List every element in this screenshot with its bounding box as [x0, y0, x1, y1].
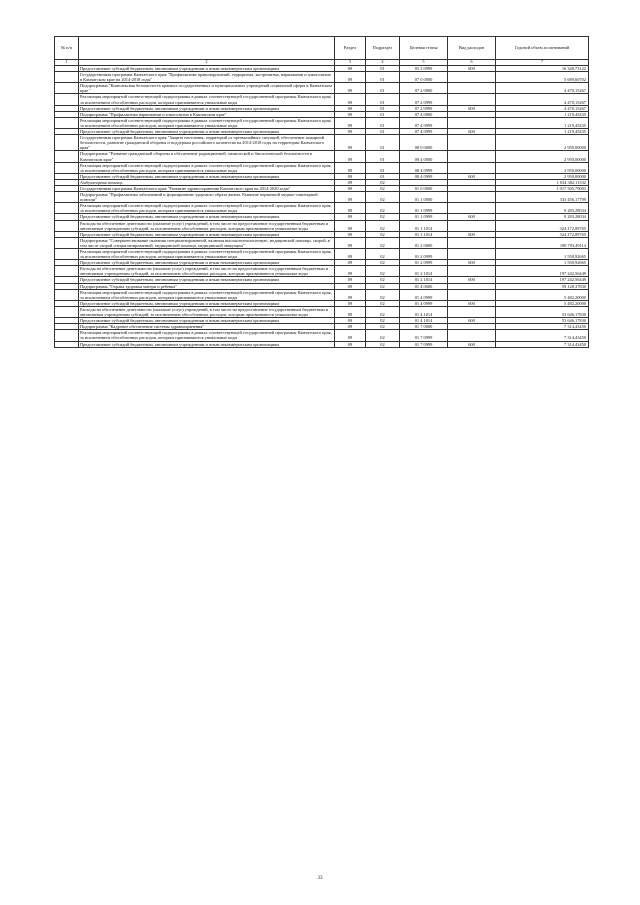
header-num: № п/п: [55, 37, 79, 60]
row-subsection-cell: 01: [366, 83, 400, 94]
row-name-cell: Подпрограмма "Развитие гражданской обороны и обеспечение радиационной, химической и биологической безопасности в Камчатском крае": [79, 151, 335, 162]
row-number-cell: [55, 330, 79, 341]
table-row: [55, 341, 589, 347]
table-row: [55, 135, 589, 151]
row-section-cell: 09: [335, 192, 366, 203]
row-target-cell: 01 1 1014: [400, 231, 448, 237]
row-target-cell: 07 2 0999: [400, 94, 448, 105]
row-expense-cell: [448, 237, 496, 248]
row-subsection-cell: 01: [366, 105, 400, 111]
row-section-cell: 09: [335, 341, 366, 347]
row-subsection-cell: 01: [366, 173, 400, 179]
row-expense-cell: [448, 192, 496, 203]
row-name-cell: Реализация мероприятий соответствующей подпрограммы в рамках соответствующей государственной программы Камчатского края, за исключением обособленных расходов, которым присваиваются уникальные коды: [79, 162, 335, 173]
row-number-cell: [55, 94, 79, 105]
table-row: [55, 72, 589, 83]
row-name-cell: Предоставление субсидий бюджетным, автономным учреждениям и иным некоммерческим организациям: [79, 105, 335, 111]
table-row: [55, 192, 589, 203]
row-name-cell: Предоставление субсидий бюджетным, автономным учреждениям и иным некоммерческим организациям: [79, 300, 335, 306]
row-subsection-cell: 02: [366, 260, 400, 266]
row-number-cell: [55, 162, 79, 173]
row-section-cell: 09: [335, 117, 366, 128]
row-amount-cell: 1 034 382,11532: [496, 179, 589, 185]
column-number: 3: [335, 60, 366, 66]
row-name-cell: Реализация мероприятий соответствующей подпрограммы в рамках соответствующей государственной программы Камчатского края, за исключением обособленных расходов, которым присваиваются уникальные коды: [79, 289, 335, 300]
row-target-cell: 07 2 0000: [400, 83, 448, 94]
column-number: 5: [400, 60, 448, 66]
row-name-cell: Реализация мероприятий соответствующей подпрограммы в рамках соответствующей государственной программы Камчатского края, за исключением обособленных расходов, которым присваиваются уникальные коды: [79, 94, 335, 105]
page-number: 33: [317, 876, 323, 881]
row-number-cell: [55, 237, 79, 248]
row-target-cell: 01 2 0999: [400, 260, 448, 266]
header-subsection: Подраздел: [366, 37, 400, 60]
row-target-cell: 01 1 0000: [400, 192, 448, 203]
row-section-cell: 09: [335, 83, 366, 94]
row-section-cell: 09: [335, 277, 366, 283]
row-expense-cell: 600: [448, 129, 496, 135]
row-subsection-cell: 01: [366, 151, 400, 162]
row-number-cell: [55, 72, 79, 83]
row-target-cell: 01 1 0999: [400, 214, 448, 220]
row-name-cell: Предоставление субсидий бюджетным, автономным учреждениям и иным некоммерческим организациям: [79, 277, 335, 283]
row-section-cell: 09: [335, 237, 366, 248]
row-section-cell: 09: [335, 173, 366, 179]
table-row: [55, 330, 589, 341]
row-subsection-cell: 02: [366, 237, 400, 248]
row-name-cell: Подпрограмма "Охрана здоровья матери и ребенка": [79, 283, 335, 289]
row-subsection-cell: 02: [366, 185, 400, 191]
row-amount-cell: 9 283,28034: [496, 203, 589, 214]
row-number-cell: [55, 306, 79, 317]
row-expense-cell: [448, 162, 496, 173]
column-number: 7: [496, 60, 589, 66]
table-row: [55, 203, 589, 214]
row-target-cell: 01 2 1014: [400, 277, 448, 283]
row-subsection-cell: 01: [366, 72, 400, 83]
header-row: [55, 37, 589, 60]
row-section-cell: 09: [335, 203, 366, 214]
row-name-cell: Реализация мероприятий соответствующей подпрограммы в рамках соответствующей государственной программы Камчатского края, за исключением обособленных расходов, которым присваиваются уникальные коды: [79, 117, 335, 128]
row-amount-cell: 197 242,56449: [496, 277, 589, 283]
row-amount-cell: 59 128,37830: [496, 283, 589, 289]
header-name: [79, 37, 335, 60]
row-section-cell: 09: [335, 289, 366, 300]
row-name-cell: Предоставление субсидий бюджетным, автономным учреждениям и иным некоммерческим организациям: [79, 214, 335, 220]
row-amount-cell: 2 950,00000: [496, 135, 589, 151]
row-subsection-cell: 02: [366, 220, 400, 231]
row-expense-cell: [448, 135, 496, 151]
row-target-cell: 08 4 0000: [400, 151, 448, 162]
row-name-cell: Реализация мероприятий соответствующей подпрограммы в рамках соответствующей государственной программы Камчатского края, за исключением обособленных расходов, которым присваиваются уникальные коды: [79, 203, 335, 214]
row-subsection-cell: 02: [366, 266, 400, 277]
row-name-cell: Расходы на обеспечение деятельности (оказание услуг) учреждений, в том числе на предоставление государственным бюджетным и автономным учреждениям субсидий, за исключением обособленных расходов, которым присваиваются уникальные коды: [79, 220, 335, 231]
row-number-cell: [55, 289, 79, 300]
row-number-cell: [55, 266, 79, 277]
row-expense-cell: 600: [448, 173, 496, 179]
row-expense-cell: 600: [448, 105, 496, 111]
row-amount-cell: 16 340,73122: [496, 66, 589, 72]
row-expense-cell: 600: [448, 341, 496, 347]
row-amount-cell: 2 950,00000: [496, 173, 589, 179]
row-subsection-cell: 02: [366, 231, 400, 237]
row-target-cell: 05 3 0999: [400, 66, 448, 72]
row-name-cell: Государственная программа Камчатского края "Профилактика правонарушений, терроризма, экстремизма, наркомании и алкоголизма в Камчатском крае на 2014-2018 годы": [79, 72, 335, 83]
row-subsection-cell: 01: [366, 117, 400, 128]
row-name-cell: Подпрограмма "Совершенствование оказания специализированной, включая высокотехнологичную, медицинской помощи, скорой, в том числе скорой специализированной, медицинской помощи, медицинской эвакуации": [79, 237, 335, 248]
row-name-cell: Предоставление субсидий бюджетным, автономным учреждениям и иным некоммерческим организациям: [79, 66, 335, 72]
row-name-cell: Предоставление субсидий бюджетным, автономным учреждениям и иным некоммерческим организациям: [79, 260, 335, 266]
row-section-cell: 09: [335, 266, 366, 277]
row-target-cell: 01 1 0999: [400, 203, 448, 214]
row-amount-cell: 9 283,28034: [496, 214, 589, 220]
row-target-cell: 01 7 0999: [400, 330, 448, 341]
row-expense-cell: 600: [448, 300, 496, 306]
row-subsection-cell: 02: [366, 277, 400, 283]
row-subsection-cell: 01: [366, 94, 400, 105]
row-expense-cell: [448, 117, 496, 128]
column-number: 1: [55, 60, 79, 66]
row-amount-cell: 53 646,17830: [496, 318, 589, 324]
row-expense-cell: [448, 203, 496, 214]
table-row: [55, 162, 589, 173]
row-amount-cell: 4 470,15267: [496, 83, 589, 94]
row-subsection-cell: 01: [366, 135, 400, 151]
row-subsection-cell: 02: [366, 249, 400, 260]
table-row: [55, 83, 589, 94]
row-name-cell: Государственная программа Камчатского края "Развитие здравоохранения Камчатского края на 2014-2020 годы": [79, 185, 335, 191]
table-row: [55, 117, 589, 128]
row-amount-cell: 5 689,60702: [496, 72, 589, 83]
row-section-cell: 09: [335, 111, 366, 117]
row-section-cell: 09: [335, 283, 366, 289]
table-row: [55, 94, 589, 105]
column-number: 4: [366, 60, 400, 66]
row-target-cell: 07 4 0999: [400, 117, 448, 128]
row-section-cell: 09: [335, 214, 366, 220]
row-amount-cell: 7 314,43450: [496, 324, 589, 330]
row-amount-cell: 7 314,43450: [496, 330, 589, 341]
row-target-cell: 01 2 0000: [400, 237, 448, 248]
row-subsection-cell: 01: [366, 111, 400, 117]
row-expense-cell: [448, 220, 496, 231]
row-expense-cell: [448, 306, 496, 317]
row-amount-cell: 1 550,92665: [496, 249, 589, 260]
row-target-cell: 01 4 1014: [400, 306, 448, 317]
row-subsection-cell: 01: [366, 129, 400, 135]
row-section-cell: 09: [335, 300, 366, 306]
row-section-cell: 09: [335, 129, 366, 135]
row-name-cell: Амбулаторная помощь: [79, 179, 335, 185]
row-section-cell: 09: [335, 179, 366, 185]
row-amount-cell: 1 550,92665: [496, 260, 589, 266]
row-name-cell: Предоставление субсидий бюджетным, автономным учреждениям и иным некоммерческим организациям: [79, 318, 335, 324]
row-target-cell: 07 4 0999: [400, 129, 448, 135]
row-amount-cell: 53 646,17830: [496, 306, 589, 317]
row-section-cell: 09: [335, 324, 366, 330]
row-target-cell: 01 2 1014: [400, 266, 448, 277]
column-number: 6: [448, 60, 496, 66]
row-amount-cell: 5 482,20000: [496, 289, 589, 300]
row-subsection-cell: 02: [366, 214, 400, 220]
row-amount-cell: 2 950,00000: [496, 151, 589, 162]
table-row: [55, 266, 589, 277]
row-subsection-cell: 02: [366, 283, 400, 289]
row-expense-cell: 600: [448, 260, 496, 266]
header-amount: Годовой объем ассигнований: [496, 37, 589, 60]
row-amount-cell: 1 219,45435: [496, 117, 589, 128]
row-subsection-cell: 02: [366, 306, 400, 317]
row-number-cell: [55, 341, 79, 347]
row-target-cell: 07 4 0000: [400, 111, 448, 117]
table-body: [55, 66, 589, 348]
row-amount-cell: 324 172,89765: [496, 231, 589, 237]
row-amount-cell: 5 482,20000: [496, 300, 589, 306]
header-section: Раздел: [335, 37, 366, 60]
row-amount-cell: 1 017 505,79003: [496, 185, 589, 191]
row-section-cell: 09: [335, 185, 366, 191]
row-subsection-cell: 02: [366, 179, 400, 185]
row-number-cell: [55, 203, 79, 214]
row-section-cell: 09: [335, 162, 366, 173]
row-target-cell: 07 0 0000: [400, 72, 448, 83]
row-section-cell: 09: [335, 306, 366, 317]
row-target-cell: 01 1 1014: [400, 220, 448, 231]
row-number-cell: [55, 192, 79, 203]
table-row: [55, 249, 589, 260]
table-row: [55, 289, 589, 300]
row-section-cell: 09: [335, 260, 366, 266]
row-amount-cell: 4 470,15267: [496, 94, 589, 105]
row-target-cell: 01 4 0999: [400, 289, 448, 300]
row-expense-cell: 600: [448, 214, 496, 220]
row-name-cell: Расходы на обеспечение деятельности (оказание услуг) учреждений, в том числе на предоставление государственным бюджетным и автономным учреждениям субсидий, за исключением обособленных расходов, которым присваиваются уникальные коды: [79, 306, 335, 317]
document-page: [54, 36, 588, 348]
row-expense-cell: 600: [448, 66, 496, 72]
header-target: Целевая статья: [400, 37, 448, 60]
column-number: 2: [79, 60, 335, 66]
row-amount-cell: 7 314,43450: [496, 341, 589, 347]
budget-table: [54, 36, 589, 348]
row-section-cell: 09: [335, 220, 366, 231]
table-row: [55, 151, 589, 162]
row-subsection-cell: 02: [366, 341, 400, 347]
row-expense-cell: 600: [448, 277, 496, 283]
row-name-cell: Предоставление субсидий бюджетным, автономным учреждениям и иным некоммерческим организациям: [79, 341, 335, 347]
row-name-cell: Реализация мероприятий соответствующей подпрограммы в рамках соответствующей государственной программы Камчатского края, за исключением обособленных расходов, которым присваиваются уникальные коды: [79, 249, 335, 260]
row-section-cell: 09: [335, 151, 366, 162]
row-section-cell: 09: [335, 66, 366, 72]
row-subsection-cell: 02: [366, 203, 400, 214]
row-expense-cell: 600: [448, 318, 496, 324]
row-subsection-cell: 01: [366, 66, 400, 72]
row-subsection-cell: 02: [366, 300, 400, 306]
row-section-cell: 09: [335, 105, 366, 111]
row-subsection-cell: 02: [366, 289, 400, 300]
row-target-cell: 08 4 0999: [400, 173, 448, 179]
row-subsection-cell: 01: [366, 162, 400, 173]
row-number-cell: [55, 117, 79, 128]
row-name-cell: Подпрограмма "Комплексная безопасность краевых государственных и муниципальных учреждений социальной сферы в Камчатском крае ": [79, 83, 335, 94]
row-expense-cell: 600: [448, 231, 496, 237]
row-section-cell: 09: [335, 249, 366, 260]
row-target-cell: 01 4 0999: [400, 300, 448, 306]
row-expense-cell: [448, 72, 496, 83]
row-target-cell: 08 4 0999: [400, 162, 448, 173]
row-amount-cell: 333 456,17799: [496, 192, 589, 203]
row-amount-cell: 1 219,45435: [496, 129, 589, 135]
table-row: [55, 306, 589, 317]
row-name-cell: Государственная программа Камчатского края "Защита населения, территорий от чрезвычайных ситуаций, обеспечение пожарной безопасности, развитие гражданской обороны и поддержка российского казачества на 2014-2018 годы на территории Камчатского края": [79, 135, 335, 151]
row-target-cell: 01 4 1014: [400, 318, 448, 324]
row-number-cell: [55, 83, 79, 94]
row-section-cell: 09: [335, 72, 366, 83]
table-row: [55, 220, 589, 231]
row-expense-cell: [448, 289, 496, 300]
row-target-cell: 01 0 0000: [400, 185, 448, 191]
row-subsection-cell: 02: [366, 318, 400, 324]
row-section-cell: 09: [335, 94, 366, 105]
row-expense-cell: [448, 94, 496, 105]
header-expense: Вид расходов: [448, 37, 496, 60]
row-section-cell: 09: [335, 135, 366, 151]
row-number-cell: [55, 249, 79, 260]
row-target-cell: 01 4 0000: [400, 283, 448, 289]
row-expense-cell: [448, 249, 496, 260]
row-amount-cell: 324 172,89765: [496, 220, 589, 231]
row-number-cell: [55, 135, 79, 151]
row-name-cell: Предоставление субсидий бюджетным, автономным учреждениям и иным некоммерческим организациям: [79, 173, 335, 179]
row-number-cell: [55, 220, 79, 231]
row-amount-cell: 197 242,56449: [496, 266, 589, 277]
row-name-cell: Предоставление субсидий бюджетным, автономным учреждениям и иным некоммерческим организациям: [79, 129, 335, 135]
row-expense-cell: [448, 330, 496, 341]
row-target-cell: 01 2 0999: [400, 249, 448, 260]
row-name-cell: Подпрограмма "Профилактика наркомании и алкоголизма в Камчатском крае": [79, 111, 335, 117]
row-number-cell: [55, 151, 79, 162]
row-amount-cell: 4 470,15267: [496, 105, 589, 111]
row-expense-cell: [448, 151, 496, 162]
table-row: [55, 237, 589, 248]
row-amount-cell: 198 793,49114: [496, 237, 589, 248]
row-subsection-cell: 02: [366, 324, 400, 330]
row-name-cell: Предоставление субсидий бюджетным, автономным учреждениям и иным некоммерческим организациям: [79, 231, 335, 237]
row-amount-cell: 1 219,45435: [496, 111, 589, 117]
row-subsection-cell: 02: [366, 330, 400, 341]
row-target-cell: 08 0 0000: [400, 135, 448, 151]
row-section-cell: 09: [335, 318, 366, 324]
row-section-cell: 09: [335, 330, 366, 341]
row-target-cell: 01 7 0999: [400, 341, 448, 347]
row-target-cell: 07 2 0999: [400, 105, 448, 111]
row-name-cell: Реализация мероприятий соответствующей подпрограммы в рамках соответствующей государственной программы Камчатского края, за исключением обособленных расходов, которым присваиваются уникальные коды: [79, 330, 335, 341]
row-name-cell: Расходы на обеспечение деятельности (оказание услуг) учреждений, в том числе на предоставление государственным бюджетным и автономным учреждениям субсидий, за исключением обособленных расходов, которым присваиваются уникальные коды: [79, 266, 335, 277]
row-expense-cell: [448, 266, 496, 277]
row-section-cell: 09: [335, 231, 366, 237]
row-amount-cell: 2 950,00000: [496, 162, 589, 173]
row-target-cell: 01 7 0000: [400, 324, 448, 330]
row-name-cell: Подпрограмма "Кадровое обеспечение системы здравоохранения": [79, 324, 335, 330]
row-subsection-cell: 02: [366, 192, 400, 203]
row-name-cell: Подпрограмма "Профилактика заболеваний и формирование здорового образа жизни. Развитие первичной медико-санитарной помощи": [79, 192, 335, 203]
row-expense-cell: [448, 83, 496, 94]
